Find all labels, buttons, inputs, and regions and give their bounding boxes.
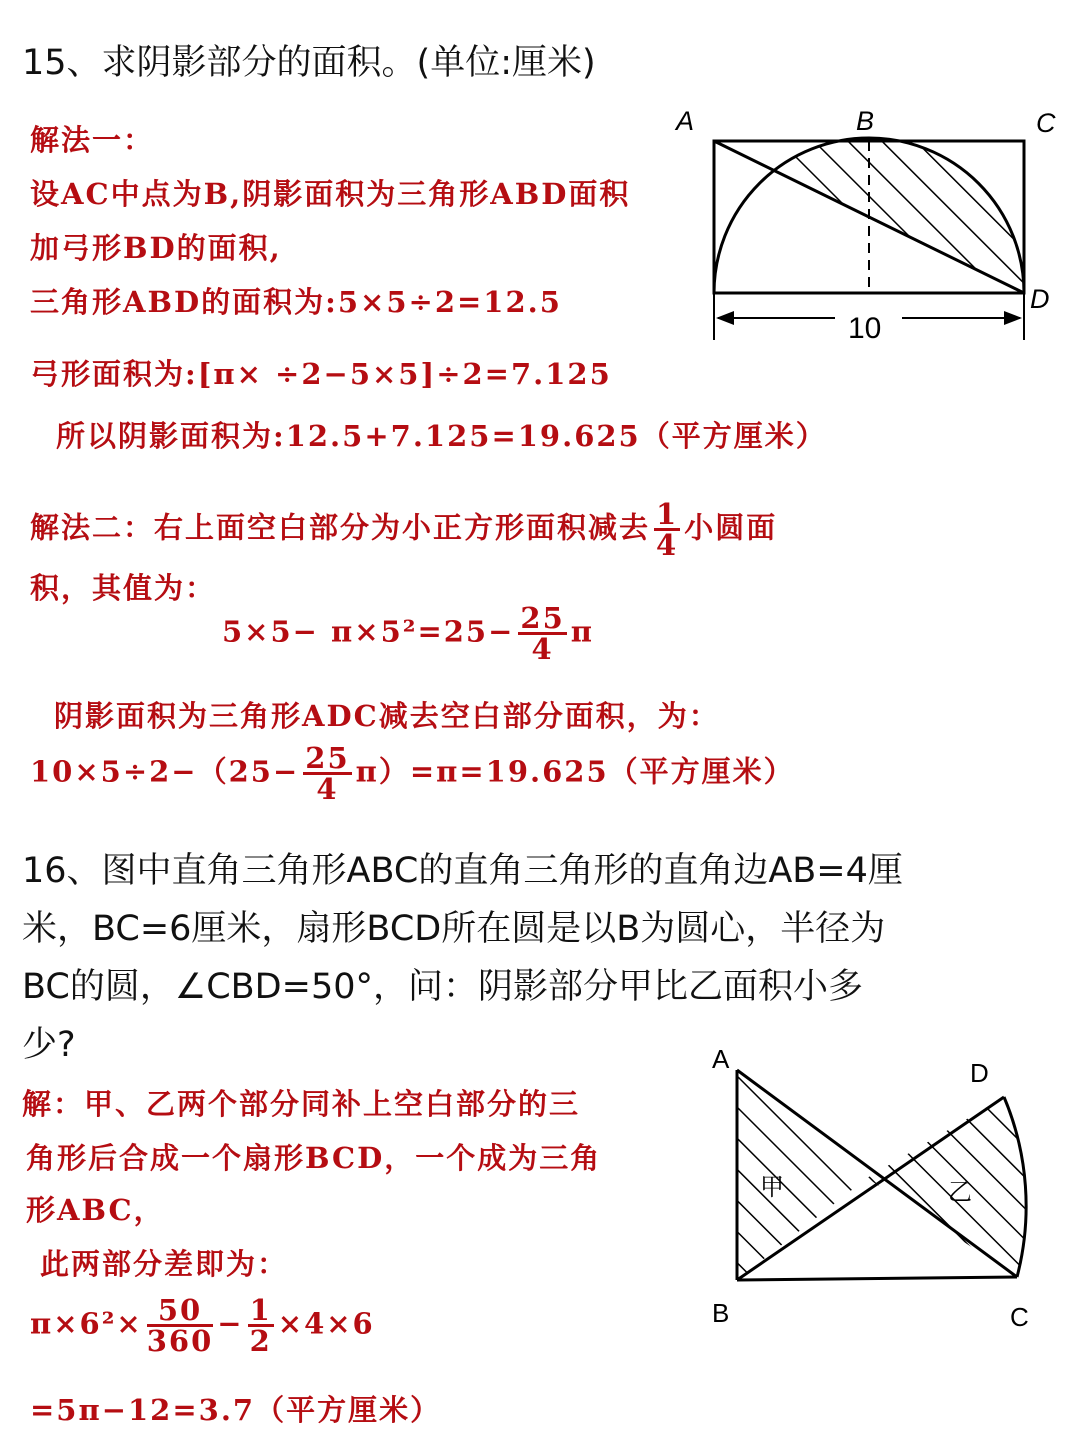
q15-m2-line5-num: 25 (305, 741, 350, 775)
q15-length-label: 10 (848, 312, 882, 345)
q16-label-c: C (1010, 1302, 1029, 1332)
q16-sol-num2: 1 (249, 1293, 272, 1327)
q16-sol-line4: 此两部分差即为： (40, 1247, 289, 1281)
q15-label-c: C (1036, 108, 1056, 138)
q16-label-jia: 甲 (760, 1173, 784, 1201)
q15-m2-line4: 阴影面积为三角形ADC减去空白部分面积，为： (54, 699, 720, 733)
q15-m2-line3-post: π (570, 614, 595, 649)
q16-sol-line5-pre: π×6²× (30, 1306, 143, 1341)
q15-m2-fraction (654, 497, 680, 562)
q15-m2-line1 (30, 497, 778, 562)
q15-m2-line3-pre: 5×5− π×5²=25− (222, 614, 515, 649)
q15-m2-line5-pre: 10×5÷2−（25− (30, 754, 300, 789)
q16-sol-fraction1 (146, 1293, 214, 1358)
q15-m2-line5 (30, 741, 795, 806)
q15-title: 15、求阴影部分的面积。(单位:厘米) (22, 43, 596, 83)
q16-sol-line5 (30, 1293, 375, 1358)
q15-m2-line5-post: π）=π=19.625（平方厘米） (355, 754, 795, 789)
q15-m2-line1-pre: 解法二：右上面空白部分为小正方形面积减去 (30, 510, 651, 545)
q16-sol-line2: 角形后合成一个扇形BCD，一个成为三角 (26, 1141, 602, 1175)
q15-m2-frac-num: 1 (656, 497, 679, 531)
q16-sol-den1: 360 (146, 1324, 214, 1358)
q15-figure (670, 100, 1070, 350)
q16-sol-fraction2 (248, 1293, 274, 1358)
q16-label-b: B (712, 1298, 730, 1328)
q16-sol-line5-post: ×4×6 (277, 1306, 375, 1341)
q15-m2-line3 (222, 601, 595, 666)
q15-m1-heading: 解法一： (30, 123, 155, 157)
q16-title-line2: 米，BC=6厘米，扇形BCD所在圆是以B为圆心，半径为 (22, 909, 886, 949)
q15-label-d: D (1030, 284, 1050, 314)
q15-m1-line1: 设AC中点为B,阴影面积为三角形ABD面积 (30, 177, 631, 211)
q15-m2-line2: 积，其值为： (30, 571, 217, 605)
q15-m1-line5: 所以阴影面积为:12.5+7.125=19.625（平方厘米） (56, 419, 827, 453)
q15-m1-line4: 弓形面积为:[π× ÷2−5×5]÷2=7.125 (30, 357, 612, 391)
q15-m1-line3: 三角形ABD的面积为:5×5÷2=12.5 (30, 285, 562, 319)
q15-m2-frac-den: 4 (656, 528, 679, 562)
q16-label-d: D (970, 1058, 989, 1088)
q15-m2-line3-fraction (518, 601, 566, 666)
q16-title-line3: BC的圆，∠CBD=50°，问：阴影部分甲比乙面积小多 (22, 967, 863, 1007)
q16-label-yi: 乙 (948, 1178, 972, 1206)
q15-m2-line3-num: 25 (520, 601, 565, 635)
q15-m2-line1-post: 小圆面 (684, 510, 778, 545)
q16-title-line1: 16、图中直角三角形ABC的直角三角形的直角边AB=4厘 (22, 851, 903, 891)
q16-sol-den2: 2 (249, 1324, 272, 1358)
q16-sol-line3: 形ABC， (26, 1193, 165, 1227)
q16-label-a: A (712, 1044, 730, 1074)
q16-sol-line1: 解：甲、乙两个部分同补上空白部分的三 (22, 1087, 581, 1121)
q16-sol-num1: 50 (147, 1296, 214, 1327)
q15-m1-line2: 加弓形BD的面积, (30, 231, 282, 265)
q15-m2-line5-fraction (303, 741, 351, 806)
q15-label-b: B (856, 106, 875, 136)
q16-sol-line6: =5π−12=3.7（平方厘米） (30, 1393, 442, 1427)
q16-figure (700, 1040, 1070, 1340)
q15-label-a: A (676, 106, 695, 136)
q15-m2-line5-den: 4 (316, 772, 339, 806)
q16-title-line4: 少? (22, 1025, 76, 1065)
q15-m2-line3-den: 4 (531, 632, 554, 666)
q16-sol-minus: − (217, 1306, 244, 1341)
